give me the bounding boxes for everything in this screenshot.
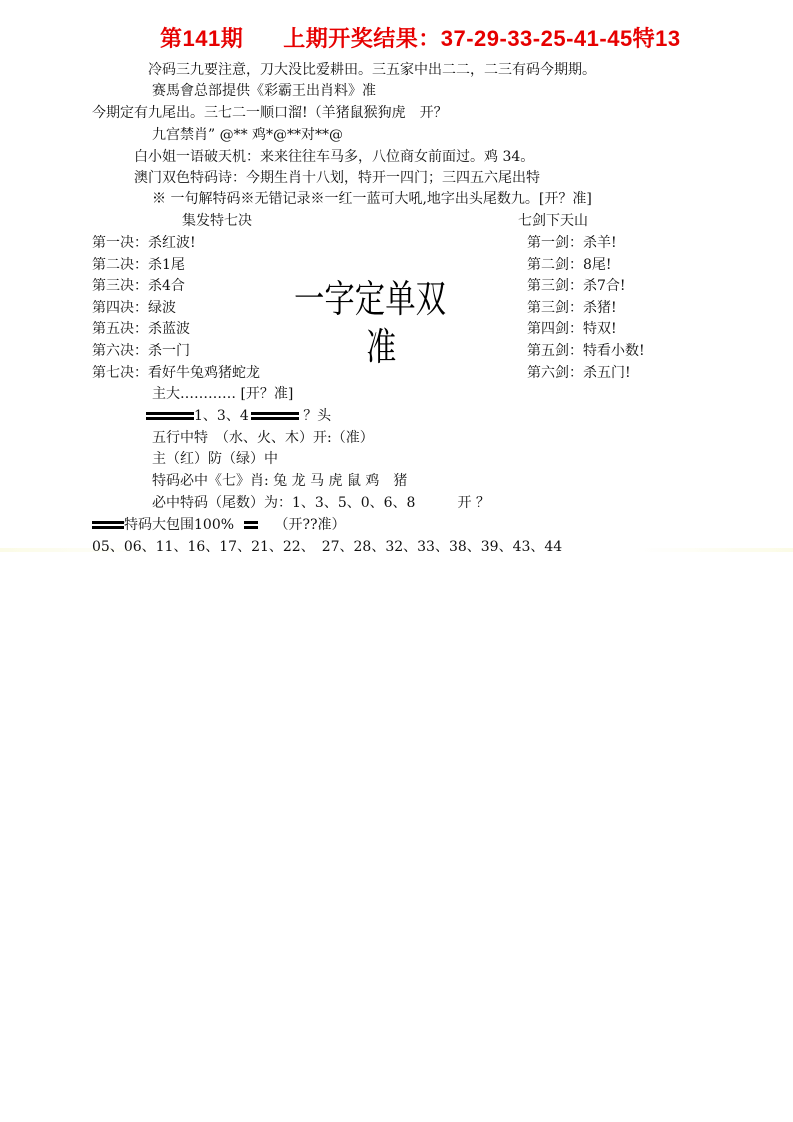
right-col-item: 第六剑：杀五门! [527, 365, 631, 381]
bar-glyph [146, 410, 194, 422]
right-col-item: 第三剑：杀7合! [527, 278, 626, 294]
left-col-title: 集发特七决 [182, 213, 252, 229]
teshu-line: 特码必中《七》肖: 兔 龙 马 虎 鼠 鸡 猪 [152, 473, 408, 489]
baowei-label: 特码大包围100% [124, 517, 235, 533]
zhu-da-line: 主大………… [开？准] [152, 386, 294, 402]
right-col-title: 七剑下天山 [518, 213, 588, 229]
wuxing-line: 五行中特 （水、火、木）开:（准） [152, 430, 374, 446]
right-col-item: 第三剑：杀猪! [527, 300, 617, 316]
text-line-3: 今期定有九尾出。三七二一顺口溜!（羊猪鼠猴狗虎 开？ [92, 105, 448, 121]
left-col-item: 第七决：看好牛兔鸡猪蛇龙 [92, 365, 260, 381]
left-col-item: 第二决：杀1尾 [92, 257, 185, 273]
text-line-4: 九宫禁肖” @** 鸡*@**对**@ [152, 127, 344, 143]
left-col-item: 第一决：杀红波! [92, 235, 196, 251]
right-col-item: 第四剑：特双! [527, 321, 617, 337]
nums-b: ？头 [303, 408, 332, 424]
text-line-2: 赛馬會总部提供《彩霸王出肖料》准 [152, 83, 376, 99]
weishu-line: 必中特码（尾数）为：1、3、5、0、6、8 开 ？ [152, 495, 490, 511]
left-col-item: 第三决：杀4合 [92, 278, 185, 294]
left-col-item: 第四决：绿波 [92, 300, 176, 316]
last-result-label: 上期开奖结果：37-29-33-25-41-45特13 [283, 26, 681, 51]
nums-a: 1、3、4 [194, 408, 249, 424]
text-line-7: ※ 一句解特码※无错记录※一红一蓝可大吼,地字出头尾数九。[开？准] [152, 191, 592, 207]
bar-glyph [251, 410, 299, 422]
text-line-6: 澳门双色特码诗：今期生肖十八划，特开一四门；三四五六尾出特 [134, 170, 540, 186]
text-line-1: 冷码三九要注意，刀大没比爱耕田。三五家中出二二，二三有码今期期。 [148, 62, 596, 78]
header-title [160, 22, 681, 53]
period-label: 第141期 [160, 26, 244, 51]
baowei-tail: （开??准） [274, 517, 346, 533]
right-col-item: 第五剑：特看小数! [527, 343, 645, 359]
baowei-line [92, 516, 346, 534]
zhu-fang-line: 主（红）防（绿）中 [152, 451, 278, 467]
center-headline: 一字定单双 [294, 277, 447, 321]
numbers-line: 05、06、11、16、17、21、22、 27、28、32、33、38、39、43、44 [92, 539, 563, 555]
text-line-5: 白小姐一语破天机：来来往往车马多，八位商女前面过。鸡 34。 [134, 149, 535, 165]
center-subheadline: 准 [366, 325, 397, 369]
bar-glyph [92, 519, 124, 531]
right-col-item: 第一剑：杀羊! [527, 235, 617, 251]
bar-glyph [244, 519, 258, 531]
right-col-item: 第二剑：8尾! [527, 257, 612, 273]
numbers-head-line [146, 407, 331, 425]
left-col-item: 第六决：杀一门 [92, 343, 190, 359]
left-col-item: 第五决：杀蓝波 [92, 321, 190, 337]
